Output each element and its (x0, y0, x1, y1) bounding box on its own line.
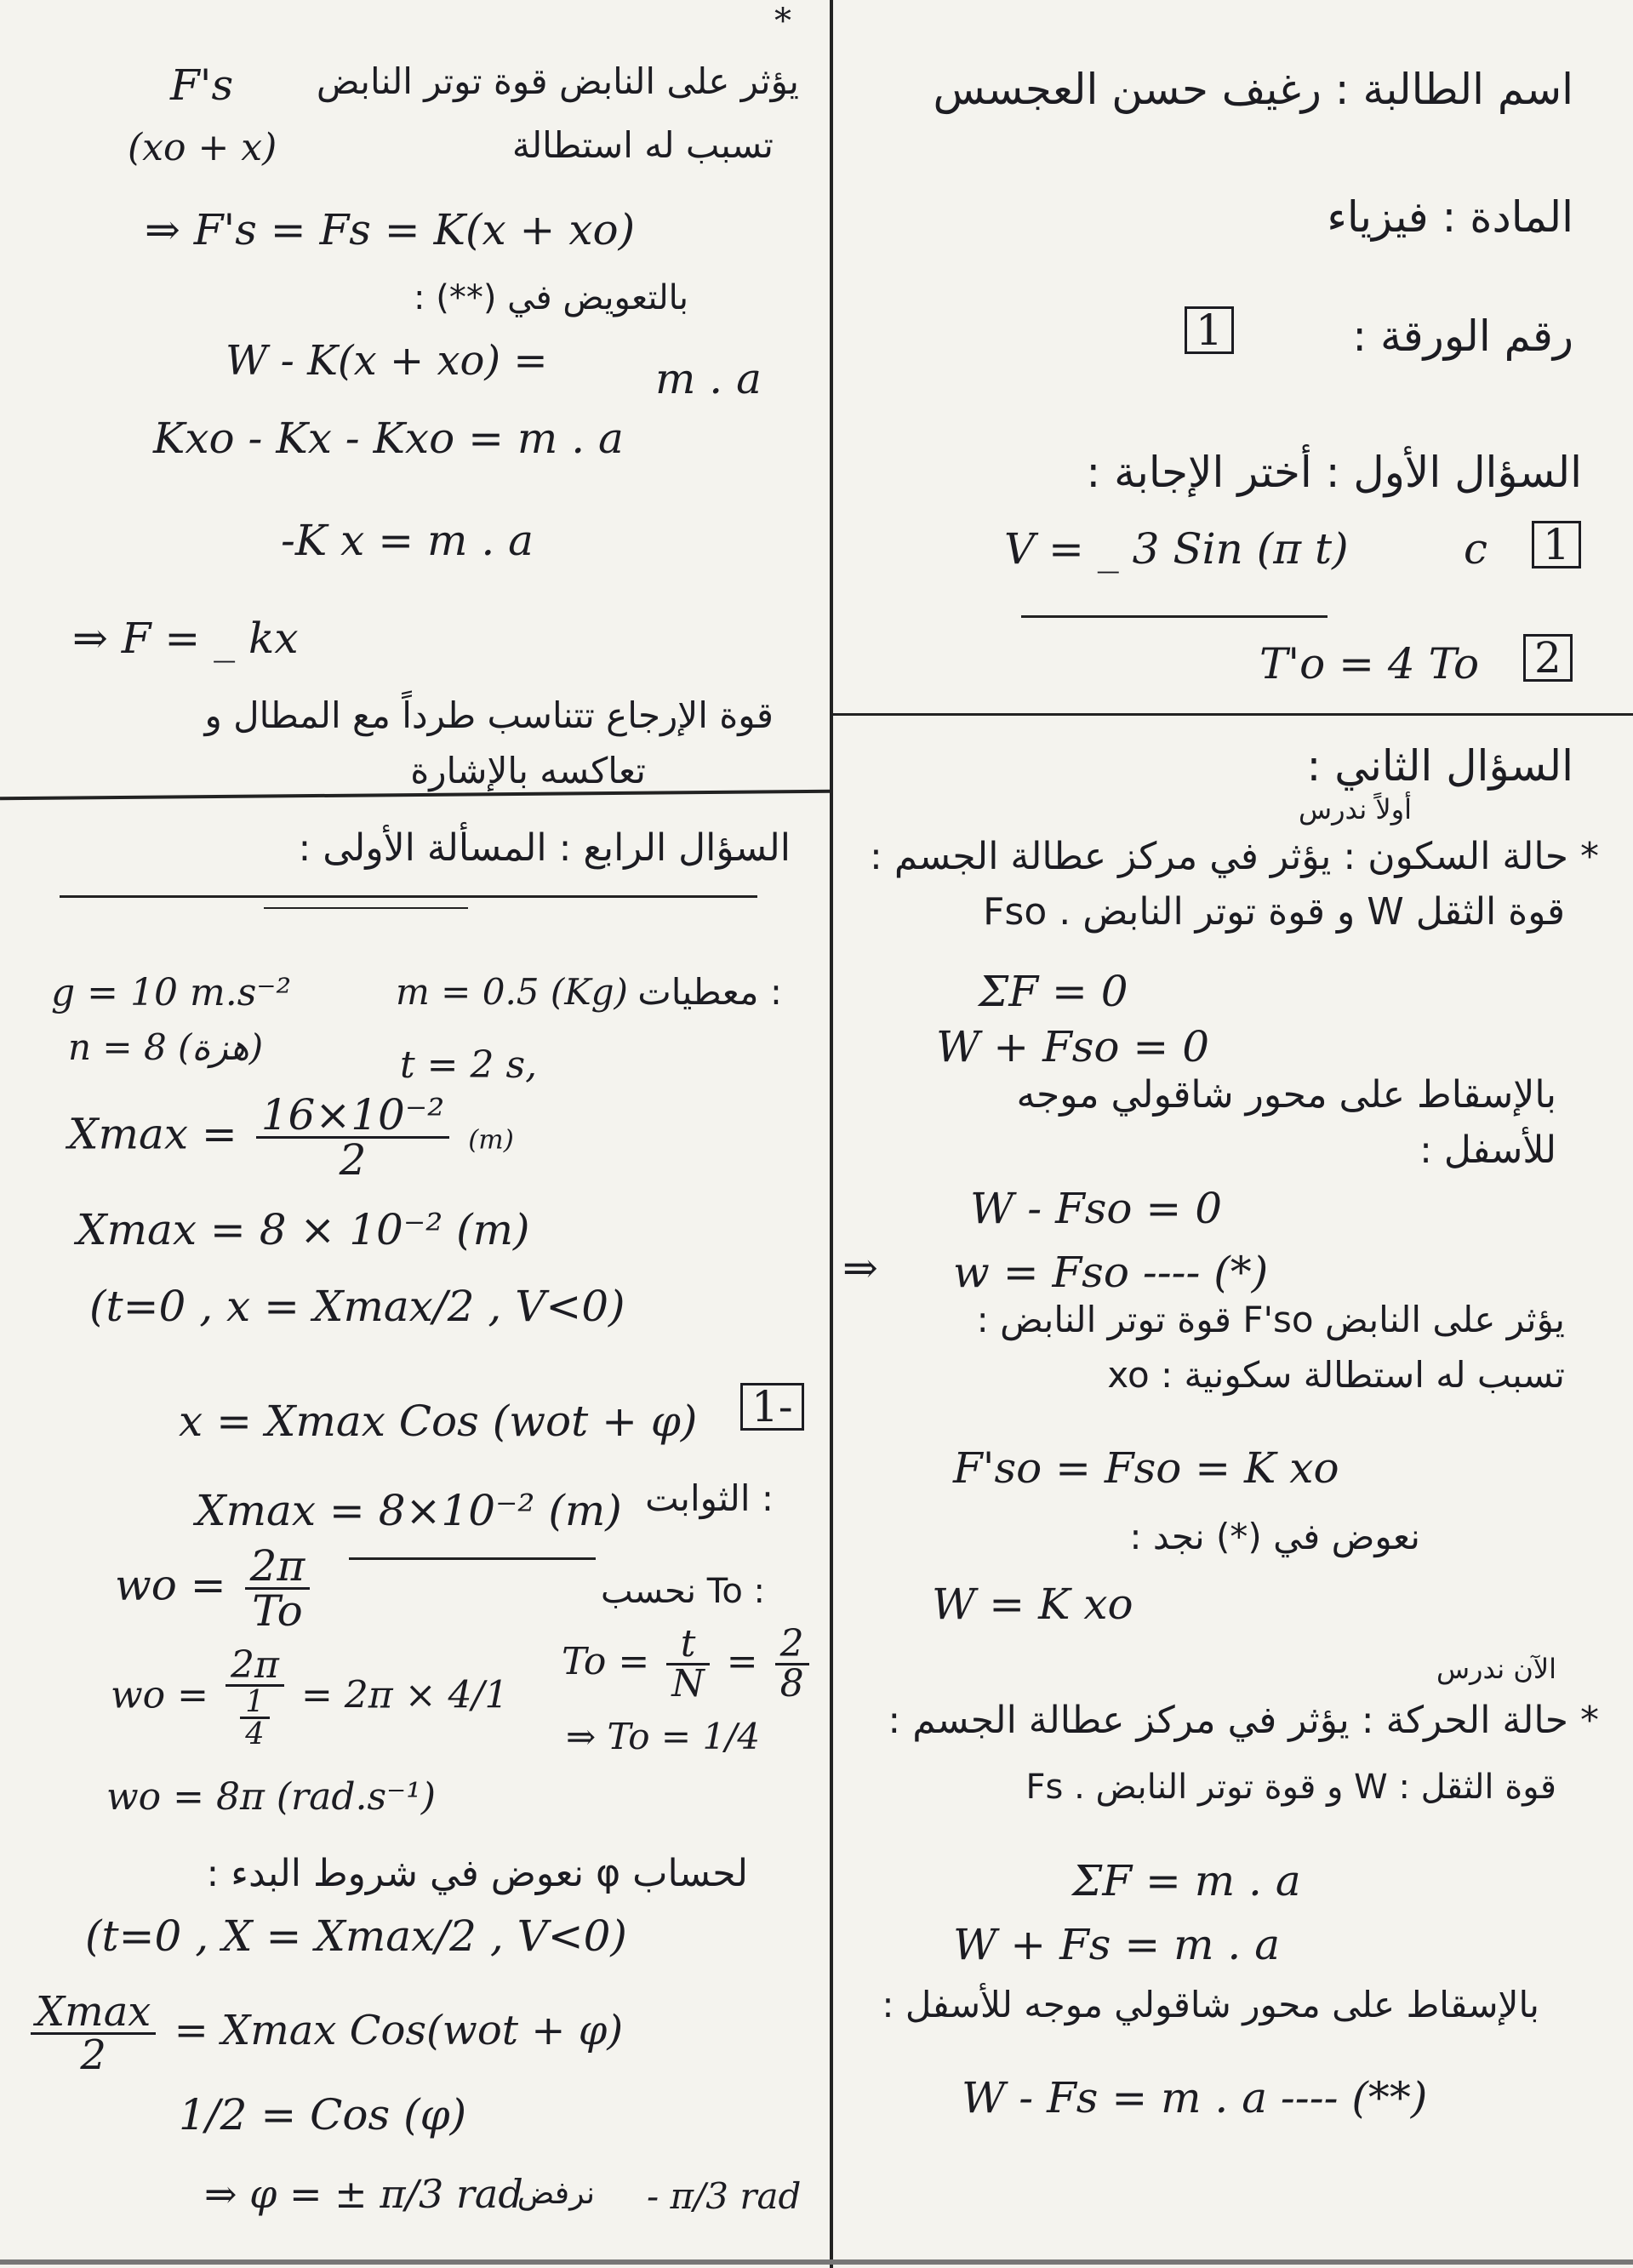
xmax-label: Xmax (68, 1109, 189, 1159)
to-vals-den: 8 (779, 1662, 804, 1705)
xmax-calc (68, 1090, 514, 1185)
q2-eq2: w = Fso ---- (*) (953, 1248, 1269, 1297)
conclusion-2: تعاكسه بالإشارة (410, 750, 646, 791)
xmax-den: 2 (339, 1135, 367, 1185)
q1-answer1-num: 1 (1532, 521, 1581, 568)
q2-motion-forces: قوة الثقل : W و قوة توتر النابض . Fs (1025, 1768, 1556, 1807)
q2-sum-ma: ΣF = m . a (1072, 1856, 1301, 1905)
q2-extension: تسبب له استطالة سكونية : xo (1107, 1354, 1565, 1396)
xmax-fraction (256, 1090, 450, 1185)
to-frac-den: N (671, 1662, 705, 1705)
to-frac-num: t (666, 1625, 710, 1665)
left-eq5: ⇒ F = _ kx (72, 614, 299, 663)
phi-eq1-lhs-num: Xmax (31, 1991, 156, 2035)
wo2-num: 2π (226, 1647, 284, 1687)
phi-condition: (t=0 , X = Xmax/2 , V<0) (85, 1911, 627, 1961)
left-eq4: -K x = m . a (281, 516, 534, 565)
part-number: 1- (740, 1383, 804, 1431)
wo-label: wo = (115, 1560, 226, 1610)
subject: المادة : فيزياء (1327, 192, 1573, 242)
wo2-rhs: = 2π × 4/1 (300, 1673, 509, 1717)
wo-num: 2π (245, 1545, 311, 1590)
paper-number-label: رقم الورقة : (1352, 311, 1573, 361)
wo2-den-wrap (226, 1684, 284, 1752)
q2-spring-acts: يؤثر على النابض F'so قوة توتر النابض : (976, 1299, 1565, 1340)
q2-eq3: F'so = Fso = K xo (953, 1443, 1339, 1493)
phi-eq1-lhs (31, 1988, 156, 2079)
to-values (775, 1622, 809, 1705)
spring-force-text: يؤثر على النابض قوة توتر النابض (316, 60, 799, 102)
q2-eq1: W - Fso = 0 (970, 1184, 1223, 1233)
q4-title: السؤال الرابع : المسألة الأولى : (298, 826, 791, 870)
star-mark: * (774, 2, 791, 41)
wo2-fraction (226, 1643, 284, 1752)
constants-label: : الثوابت (645, 1477, 774, 1519)
q1-answer2-equation: T'o = 4 To (1259, 639, 1480, 688)
to-formula (562, 1622, 814, 1705)
to-fraction (666, 1622, 710, 1705)
left-substitute: بالتعويض في (**) : (414, 278, 688, 317)
conclusion-1: قوة الإرجاع تتناسب طرداً مع المطال و (204, 694, 774, 736)
q2-rest-state: * حالة السكون : يؤثر في مركز عطالة الجسم : (870, 835, 1599, 878)
phi-final-label: نرفض (517, 2176, 595, 2211)
q2-vec-ma: W + Fs = m . a (953, 1920, 1281, 1969)
q2-first-lesson: أولاً ندرس (1299, 793, 1412, 826)
to-label: To = (562, 1640, 650, 1683)
givens-label: : معطيات (637, 971, 782, 1013)
right-horizontal-divider (831, 713, 1633, 716)
phi-result: ⇒ φ = ± π/3 rad (204, 2171, 523, 2217)
q4-underline-2 (264, 907, 468, 909)
wo2-den-fraction (240, 1684, 269, 1752)
q2-second-lesson: الآن ندرس (1436, 1653, 1556, 1685)
xmax-num: 16×10⁻² (256, 1094, 450, 1139)
given-g: g = 10 m.s⁻² (51, 971, 292, 1014)
phi-final: - π/3 rad (647, 2175, 802, 2217)
q2-projection-3: بالإسقاط على محور شاقولي موجه للأسفل : (882, 1984, 1539, 2025)
center-divider (830, 0, 833, 2268)
wo-result: wo = 8π (rad.s⁻¹) (106, 1775, 437, 1819)
q1-answer1-choice: c (1464, 524, 1488, 574)
q2-arrow: ⇒ (842, 1243, 878, 1293)
q2-projection-2: للأسفل : (1419, 1128, 1556, 1172)
q2-title: السؤال الثاني : (1306, 741, 1573, 791)
spring-force-symbol: F's (170, 60, 234, 110)
q2-eq5: W - Fs = m . a ---- (**) (962, 2073, 1428, 2122)
q2-vec-sum: W + Fso = 0 (936, 1022, 1210, 1071)
motion-equation: x = Xmax Cos (wot + φ) (179, 1397, 698, 1446)
phi-eq1 (26, 1988, 624, 2079)
left-eq3: Kxo - Kx - Kxo = m . a (153, 414, 624, 463)
phi-eq2: 1/2 = Cos (φ) (179, 2090, 467, 2139)
given-n: n = 8 (هزة) (68, 1026, 264, 1068)
wo-fraction (245, 1541, 311, 1636)
initial-conditions: (t=0 , x = Xmax/2 , V<0) (89, 1282, 625, 1331)
to-result: ⇒ To = 1/4 (566, 1716, 761, 1757)
given-m: m = 0.5 (Kg) (396, 971, 628, 1013)
phi-eq1-lhs-den: 2 (80, 2031, 106, 2079)
left-eq2-lhs: W - K(x + xo) = (226, 337, 548, 385)
student-name: اسم الطالبة : رغيف حسن العجسس (933, 65, 1573, 114)
wo2-lhs: wo = (111, 1673, 209, 1717)
q1-separator (1021, 615, 1328, 618)
q2-sum-f: ΣF = 0 (979, 967, 1128, 1016)
q1-answer2-num: 2 (1523, 634, 1573, 682)
wo-den: To (252, 1586, 303, 1636)
left-eq1: ⇒ F's = Fs = K(x + xo) (145, 205, 636, 254)
q2-motion-state: * حالة الحركة : يؤثر في مركز عطالة الجسم : (888, 1699, 1599, 1742)
q4-underline (60, 895, 757, 898)
wo-arrow-line (349, 1557, 596, 1560)
to-vals-num: 2 (775, 1625, 809, 1665)
q1-title: السؤال الأول : أختر الإجابة : (1086, 448, 1582, 497)
q2-projection: بالإسقاط على محور شاقولي موجه (1016, 1073, 1556, 1117)
wo2-den-den: 4 (245, 1717, 265, 1752)
q1-answer1-equation: V = _ 3 Sin (π t) (1004, 524, 1349, 574)
wo2-den-num: 1 (240, 1687, 269, 1719)
xmax-unit: (m) (468, 1124, 514, 1156)
wo-formula (115, 1541, 315, 1636)
xmax-constant: Xmax = 8×10⁻² (m) (196, 1486, 622, 1535)
extension-text: تسبب له استطالة (511, 124, 774, 166)
equals-sign: = (201, 1109, 251, 1159)
xmax-value: Xmax = 8 × 10⁻² (m) (77, 1205, 530, 1254)
given-t: t = 2 s, (400, 1043, 538, 1087)
phi-eq1-rhs: = Xmax Cos(wot + φ) (174, 2007, 624, 2054)
q2-rest-forces: قوة الثقل W و قوة توتر النابض . Fso (983, 890, 1565, 934)
phi-calc: لحساب φ نعوض في شروط البدء : (206, 1852, 748, 1895)
q2-eq4: W = K xo (932, 1580, 1133, 1629)
extension-symbol: (xo + x) (128, 126, 277, 169)
q2-substitute: نعوض في (*) نجد : (1129, 1516, 1420, 1557)
paper-number: 1 (1185, 306, 1234, 354)
compute-to: : To نحسب (601, 1572, 765, 1611)
left-eq2-rhs: m . a (655, 354, 762, 403)
wo2-formula (111, 1643, 509, 1752)
equals-sign-2: = (726, 1640, 758, 1683)
bottom-edge (0, 2259, 1633, 2265)
